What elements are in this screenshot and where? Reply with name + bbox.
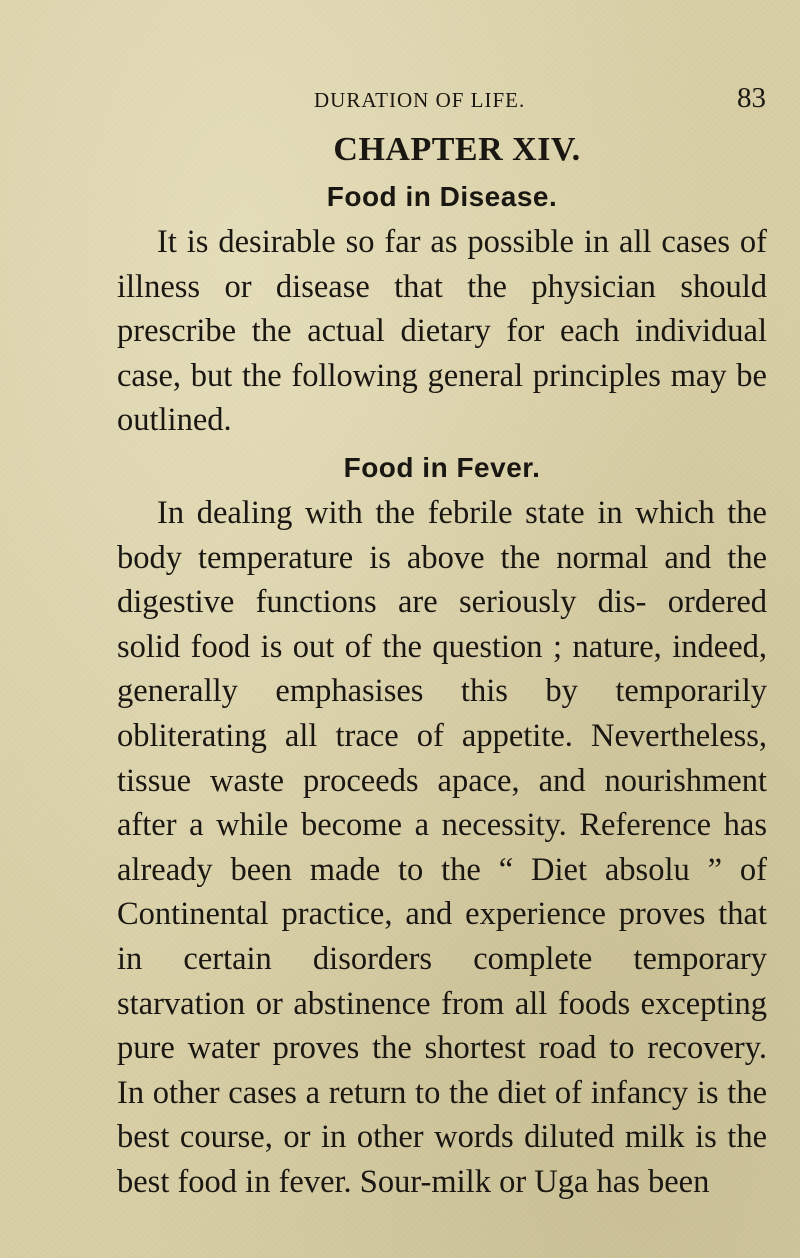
book-page [117,80,767,1204]
running-title: DURATION OF LIFE. [314,88,526,112]
section-heading-food-in-disease: Food in Disease. [326,181,558,212]
paragraph-food-in-disease: It is desirable so far as possible in all cases of illness or disease that the physician should prescribe the actual dietary for each individual case, but the following general principles may be outlined. [117,224,767,439]
paragraph-food-in-fever: In dealing with the febrile state in which the body temperature is above the normal and the digestive functions are seriously dis- ordered solid food is out of the question ; nature, indeed, generally emphasises this by temporarily obliterating all trace of appetite. Nevertheless, tissue waste proceeds apace, and nourishment after a while become a necessity. Reference has already been made to the “ Diet absolu ” of Continental practice, and experience proves that in certain disorders complete temporary starvation or abstinence from all foods excepting pure water proves the shortest road to recovery. In other cases a return to the diet of infancy is the best course, or in other words diluted milk is the best food in fever. Sour-milk or Uga has been [117,494,767,1200]
running-head [117,80,767,130]
section-heading-food-in-fever: Food in Fever. [343,451,541,483]
page-number: 83 [737,82,766,114]
chapter-title: CHAPTER XIV. [333,131,581,168]
